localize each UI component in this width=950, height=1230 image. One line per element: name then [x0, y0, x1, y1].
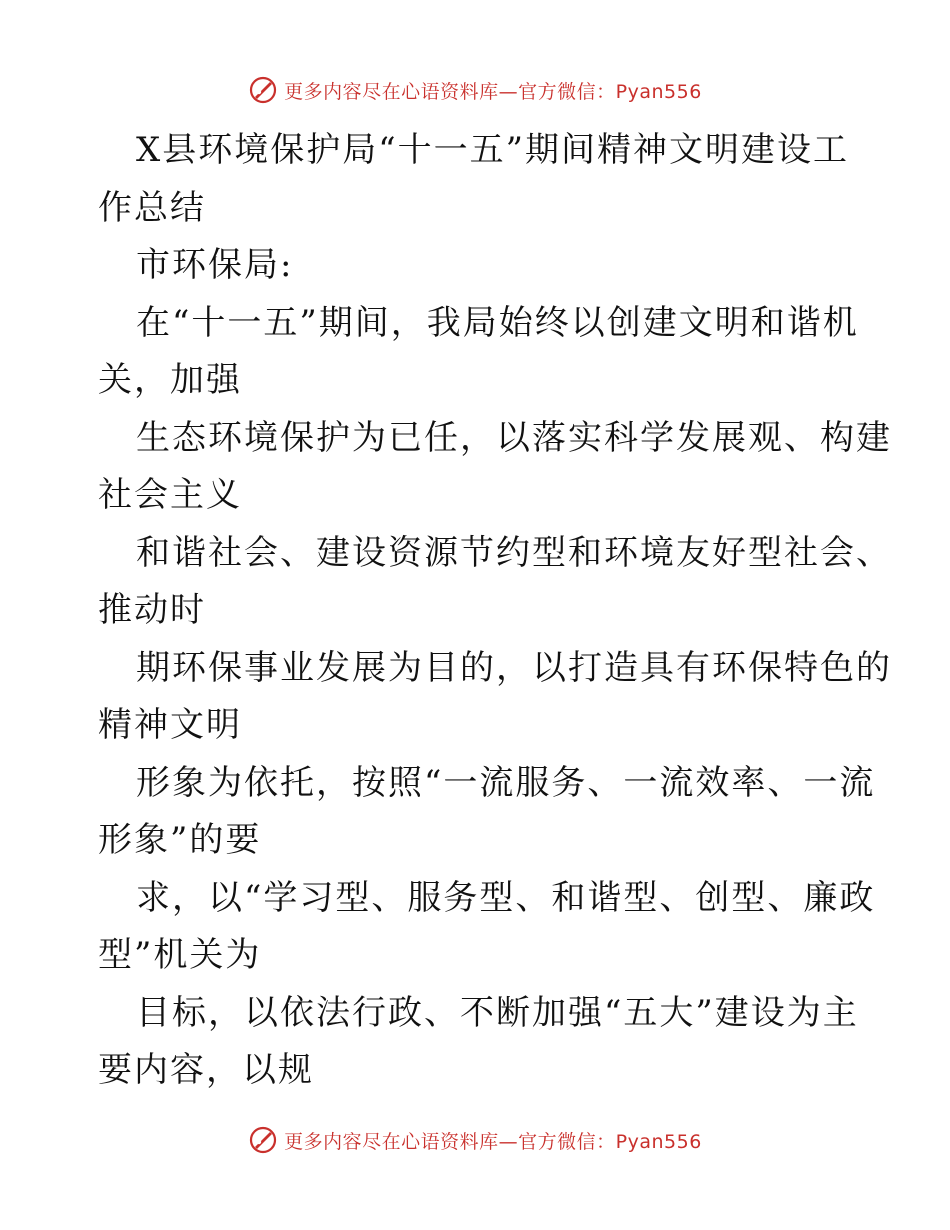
footer-banner	[0, 1122, 950, 1158]
paragraph-line: 目标，以依法行政、不断加强“五大”建设为主	[136, 992, 859, 1033]
paragraph-line: 社会主义	[98, 475, 242, 515]
quill-pen-logo-icon	[248, 1125, 278, 1155]
quill-pen-logo-icon	[248, 75, 278, 105]
paragraph-line: 精神文明	[98, 705, 242, 745]
header-banner	[0, 72, 950, 108]
paragraph-line: 要内容，以规	[98, 1050, 314, 1090]
paragraph-line: 生态环境保护为已任，以落实科学发展观、构建	[136, 417, 892, 458]
paragraph-line: 和谐社会、建设资源节约型和环境友好型社会、	[136, 532, 892, 573]
banner-text: 更多内容尽在心语资料库—官方微信：Pyan556	[284, 1130, 702, 1153]
document-body	[98, 122, 892, 1100]
paragraph-line: 形象为依托，按照“一流服务、一流效率、一流	[136, 762, 876, 803]
paragraph-line: 形象”的要	[98, 820, 262, 860]
paragraph-line: 求，以“学习型、服务型、和谐型、创型、廉政	[136, 877, 876, 918]
title-line-2: 作总结	[98, 187, 206, 228]
paragraph-line: 关，加强	[98, 360, 242, 400]
paragraph-line: 型”机关为	[98, 935, 262, 975]
salutation: 市环保局:	[136, 245, 294, 285]
title-line-1: X县环境保护局“十一五”期间精神文明建设工	[136, 130, 849, 170]
banner-text: 更多内容尽在心语资料库—官方微信：Pyan556	[284, 80, 702, 103]
paragraph-line: 推动时	[98, 590, 206, 630]
paragraph-line: 在“十一五”期间，我局始终以创建文明和谐机	[136, 302, 859, 343]
paragraph-line: 期环保事业发展为目的，以打造具有环保特色的	[136, 647, 892, 688]
